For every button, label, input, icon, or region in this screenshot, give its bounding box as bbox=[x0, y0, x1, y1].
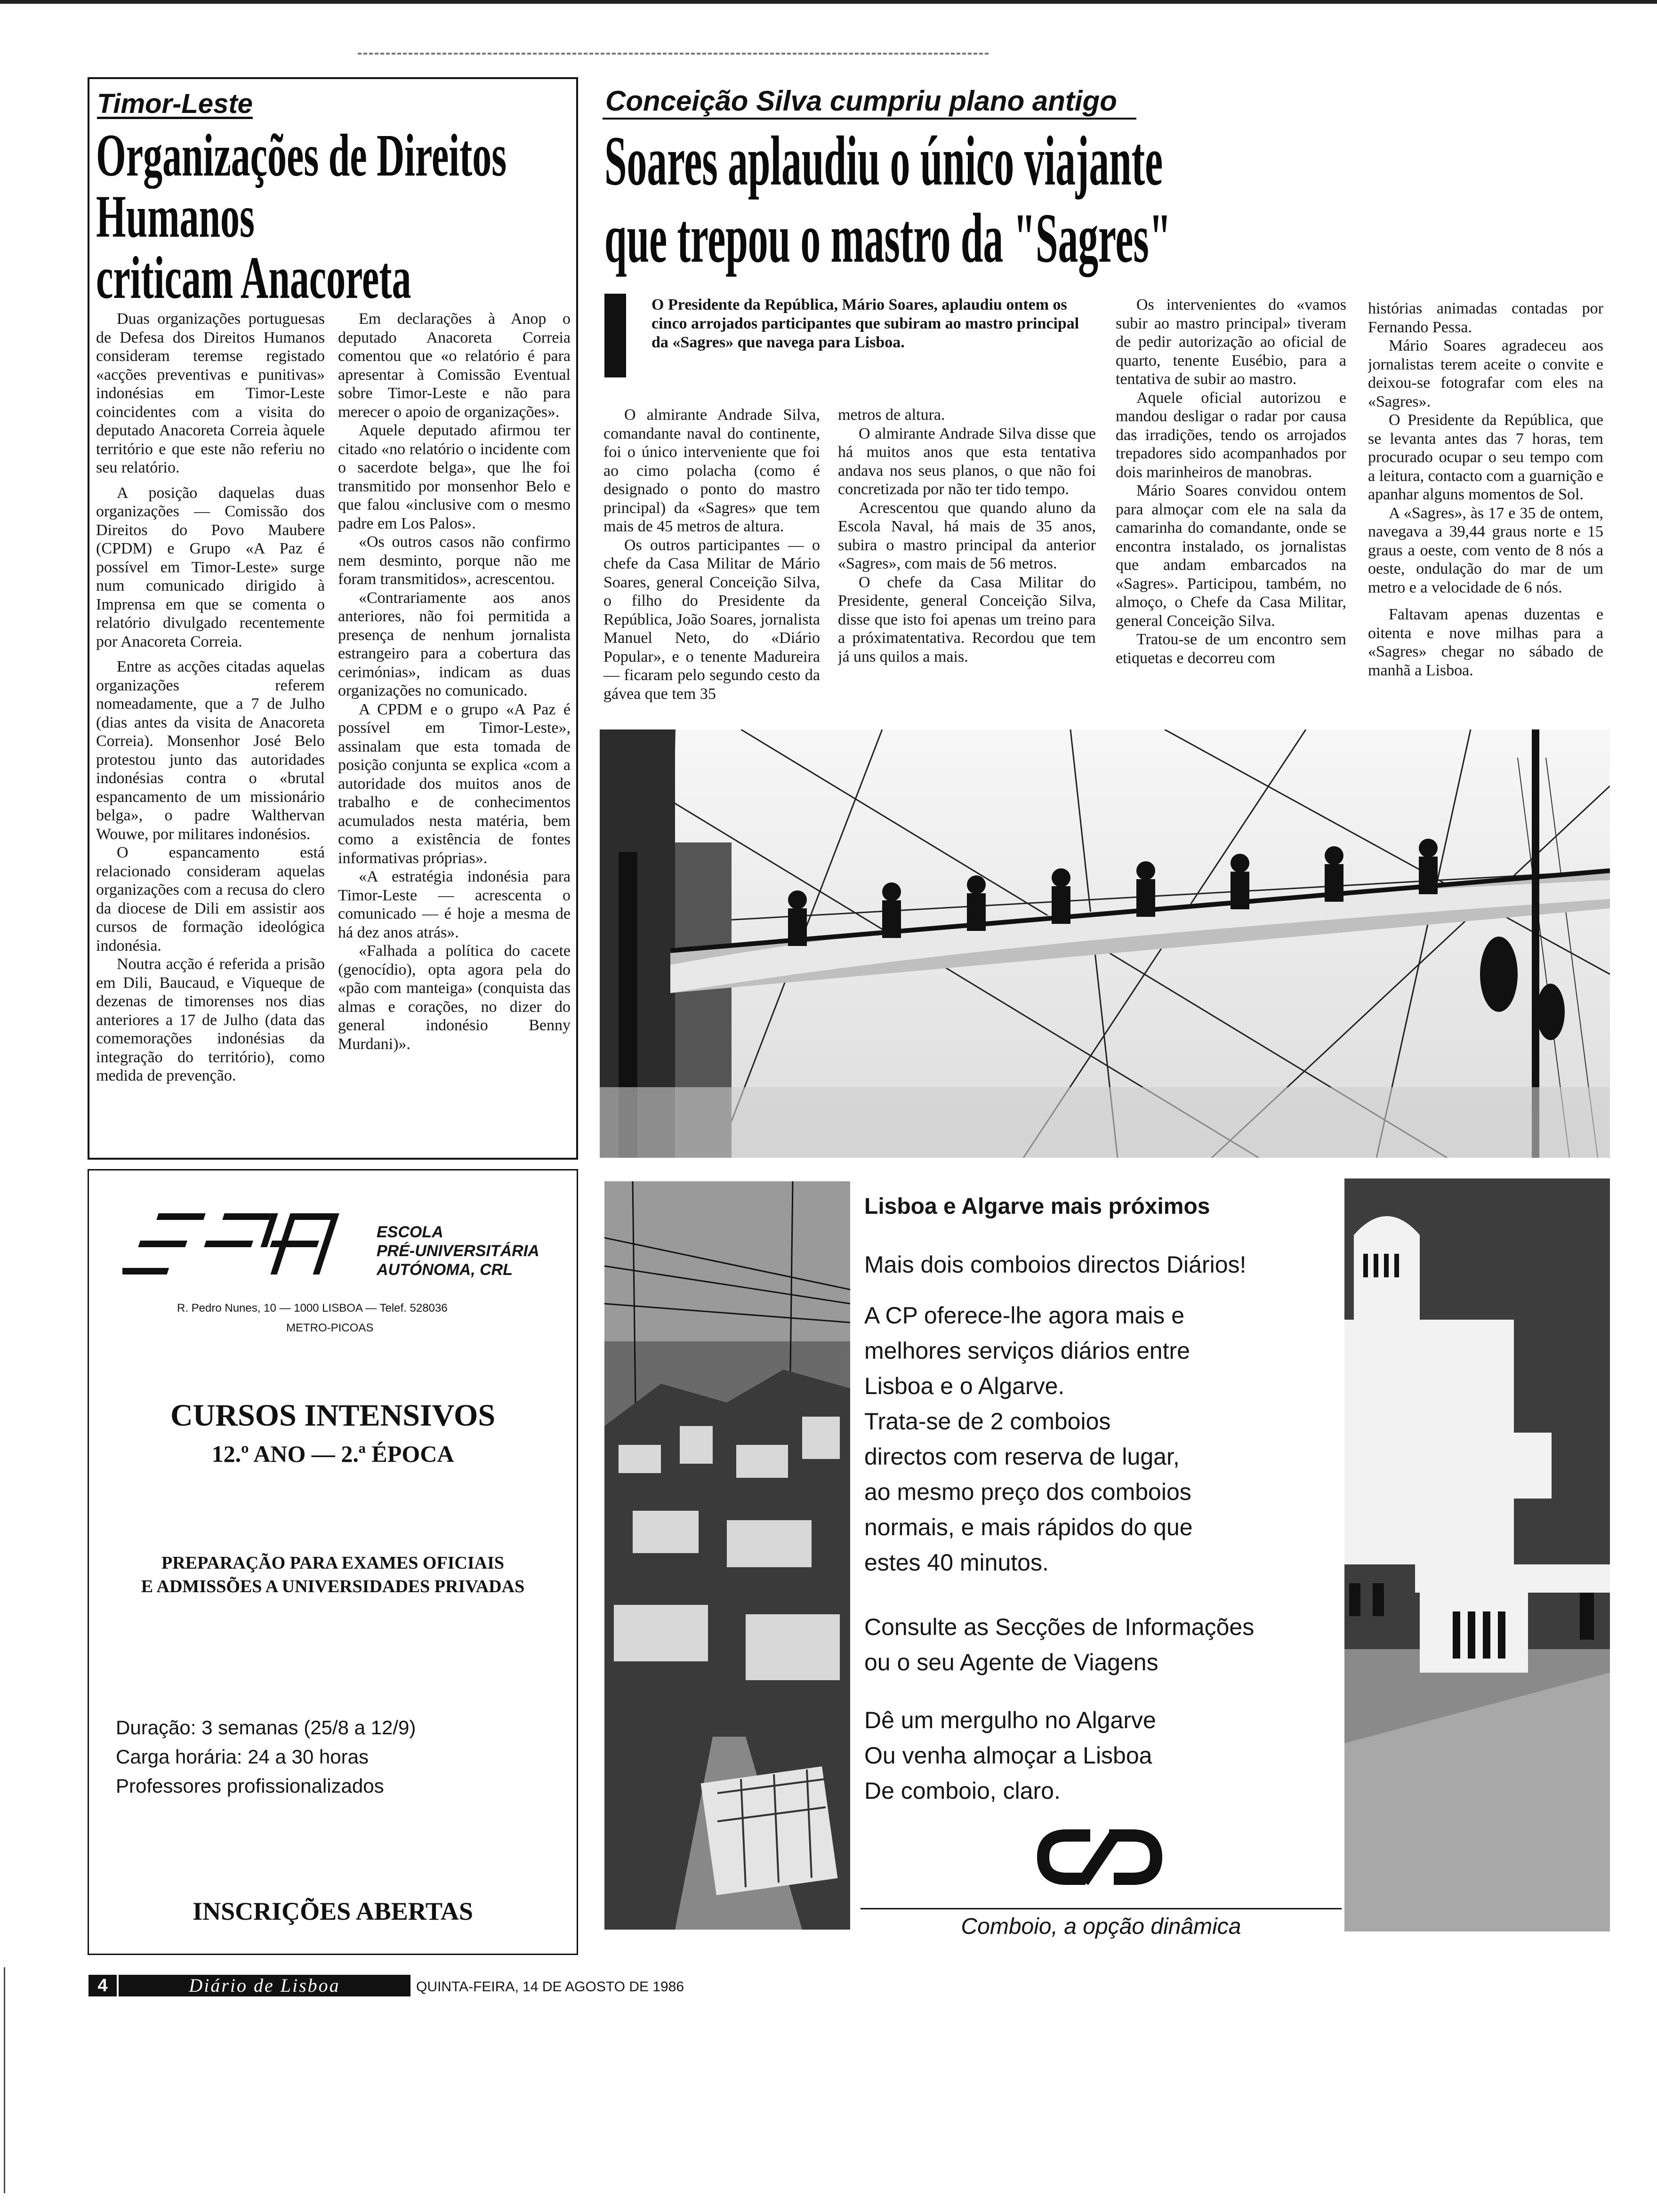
cp-closing-line: Dê um mergulho no Algarve bbox=[864, 1707, 1156, 1733]
paragraph: Noutra acção é referida a prisão em Dili, Baucaud, e Viqueque de dezenas de timorenses nos dias anteriores a 17 de Julho (data das comemorações indonésias da integração do território), como medida de prevenção. bbox=[96, 955, 325, 1084]
right-article-column-3 bbox=[1116, 296, 1346, 726]
paragraph: histórias animadas contadas por Fernando Pessa. bbox=[1368, 300, 1603, 336]
paragraph: A CPDM e o grupo «A Paz é possível em Timor-Leste», assinalam que esta tomada de posição conjunta se explica «com a autoridade dos muitos anos de trabalho e de conhecimentos acumulados nesta matéria, bem como a existência de fontes informativas próprias». bbox=[338, 700, 571, 867]
right-headline-line-2: que trepou o mastro da "Sagres" bbox=[604, 199, 1172, 277]
sagres-mast-illustration bbox=[600, 729, 1610, 1158]
footer-date: QUINTA-FEIRA, 14 DE AGOSTO DE 1986 bbox=[416, 1979, 684, 1995]
cp-body-line: directos com reserva de lugar, bbox=[864, 1443, 1180, 1470]
cp-consult-line: ou o seu Agente de Viagens bbox=[864, 1649, 1158, 1675]
left-article-column-2 bbox=[338, 310, 571, 1152]
paragraph: «Falhada a política do cacete (genocídio), opta agora pela do «pão com manteiga» (conquista das almas e corações, no dizer do general indonésio Benny Murdani)». bbox=[338, 942, 571, 1053]
right-lead: O Presidente da República, Mário Soares, aplaudiu ontem os cinco arrojados participantes que subiram ao mastro principal da «Sagres» que navega para Lisboa. bbox=[652, 296, 1079, 351]
lisbon-funicular-photo bbox=[604, 1181, 850, 1930]
cp-slogan-rule bbox=[861, 1908, 1342, 1909]
left-kicker: Timor-Leste bbox=[97, 88, 253, 119]
epua-prep-line-2: E ADMISSÕES A UNIVERSIDADES PRIVADAS bbox=[141, 1577, 525, 1596]
paragraph: A posição daquelas duas organizações — Comissão dos Direitos do Povo Maubere (CPDM) e Grupo «A Paz é possível em Timor-Leste» surge num comunicado dirigido à Imprensa em que se comenta o relatório divulgado recentemente por Anacoreta Correia. bbox=[96, 484, 325, 650]
paragraph: A «Sagres», às 17 e 35 de ontem, navegava a 39,44 graus norte e 15 graus a oeste, com vento de 8 nós a oeste, ondulação do mar de um metro e a velocidade de 6 nós. bbox=[1368, 504, 1603, 596]
paragraph: Aquele deputado afirmou ter citado «no relatório o incidente com o sacerdote belga», que lhe foi transmitido por monsenhor Belo e que falou «inclusive com o mesmo padre em Los Palos». bbox=[338, 422, 571, 532]
epua-prep bbox=[88, 1551, 578, 1598]
cp-ad-body bbox=[864, 1298, 1193, 1580]
paragraph: «A estratégia indonésia para Timor-Leste — acrescenta o comunicado — é hoje a mesma de há dez anos atrás». bbox=[338, 868, 571, 941]
cp-body-line: estes 40 minutos. bbox=[864, 1549, 1049, 1576]
paragraph: Os intervenientes do «vamos subir ao mastro principal» tiveram de pedir autorização ao oficial de quarto, tenente Eusébio, para a tentativa de subir ao mastro. bbox=[1116, 296, 1346, 388]
right-article-column-4 bbox=[1368, 299, 1603, 726]
cp-body-line: normais, e mais rápidos do que bbox=[864, 1514, 1193, 1540]
paragraph: Faltavam apenas duzentas e oitenta e nove milhas para a «Sagres» chegar no sábado de manhã a Lisboa. bbox=[1368, 606, 1603, 679]
epua-metro: METRO-PICOAS bbox=[286, 1322, 374, 1334]
left-article-column-1 bbox=[96, 310, 325, 1152]
paragraph: Duas organizações portuguesas de Defesa dos Direitos Humanos consideram teremse registado «acções preventivas e punitivas» indonésias em Timor-Leste coincidentes com a visita do deputado Anacoreta Correia àquele território e que este não referiu no seu relatório. bbox=[96, 310, 325, 476]
epua-prep-line-1: PREPARAÇÃO PARA EXAMES OFICIAIS bbox=[161, 1553, 504, 1573]
paragraph: O chefe da Casa Militar do Presidente, general Conceição Silva, disse que isto foi apenas um treino para a próximatentativa. Recordou que tem já uns quilos a mais. bbox=[838, 573, 1096, 665]
right-headline-line-1: Soares aplaudiu o único viajante bbox=[604, 122, 1163, 200]
cp-slogan: Comboio, a opção dinâmica bbox=[961, 1914, 1241, 1939]
epua-name-line-1: ESCOLA bbox=[377, 1223, 443, 1241]
paragraph: Mário Soares agradeceu aos jornalistas terem aceite o convite e deixou-se fotografar com eles na «Sagres». bbox=[1368, 337, 1603, 410]
cp-closing-line: De comboio, claro. bbox=[864, 1778, 1061, 1804]
paragraph: Mário Soares convidou ontem para almoçar com ele na sala da camarinha do comandante, onde se encontra instalado, os jornalistas que andam embarcados na «Sagres». Participou, também, no almoço, o Chefe da Casa Militar, general Conceição Silva. bbox=[1116, 482, 1346, 630]
paragraph: Tratou-se de um encontro sem etiquetas e decorreu com bbox=[1116, 631, 1346, 667]
paragraph: O espancamento está relacionado consideram aquelas organizações com a recusa do clero da diocese de Dili em assistir aos cursos de formação ideológica indonésia. bbox=[96, 844, 325, 954]
cp-body-line: A CP oferece-lhe agora mais e bbox=[864, 1302, 1185, 1329]
footer-masthead: Diário de Lisboa bbox=[119, 1975, 410, 1996]
paragraph: O Presidente da República, que se levanta antes das 7 horas, tem procurado ocupar o seu tempo com a leitura, contacto com a guarnição e apanhar alguns momentos de Sol. bbox=[1368, 411, 1603, 503]
cp-consult-line: Consulte as Secções de Informações bbox=[864, 1614, 1255, 1640]
epua-logo bbox=[122, 1209, 372, 1279]
sagres-mast-photo bbox=[600, 729, 1610, 1158]
paragraph: «Os outros casos não confirmo nem desminto, porque não me foram transmitidos», acrescentou. bbox=[338, 533, 571, 588]
cp-logo-icon bbox=[1034, 1829, 1166, 1885]
paragraph: Aquele oficial autorizou e mandou desligar o radar por causa das irradições, tendo os arrojados trepadores sido acompanhados por dois marinheiros de manobras. bbox=[1116, 389, 1346, 481]
cp-ad-consult bbox=[864, 1610, 1254, 1680]
cp-body-line: ao mesmo preço dos comboios bbox=[864, 1479, 1191, 1505]
left-headline-line-2: Humanos bbox=[96, 183, 255, 250]
left-headline-line-1: Organizações de Direitos bbox=[96, 122, 507, 189]
epua-logo-icon bbox=[122, 1209, 372, 1279]
dashed-rule bbox=[358, 53, 989, 55]
lisbon-funicular-illustration bbox=[604, 1181, 850, 1930]
cp-closing-line: Ou venha almoçar a Lisboa bbox=[864, 1742, 1152, 1769]
paragraph: metros de altura. bbox=[838, 406, 945, 424]
cp-body-line: Trata-se de 2 comboios bbox=[864, 1408, 1111, 1435]
algarve-building-photo bbox=[1344, 1178, 1610, 1931]
epua-name bbox=[377, 1223, 539, 1279]
epua-hours: Carga horária: 24 a 30 horas bbox=[116, 1746, 369, 1768]
right-article-column-1 bbox=[603, 406, 820, 726]
footer-page-number: 4 bbox=[88, 1975, 117, 1996]
cp-ad-closing bbox=[864, 1703, 1156, 1809]
epua-course-subtitle: 12.º ANO — 2.ª ÉPOCA bbox=[211, 1441, 454, 1467]
left-margin-rule bbox=[4, 1967, 5, 2193]
paragraph: Acrescentou que quando aluno da Escola Naval, há mais de 35 anos, subira o mastro principal da anterior «Sagres», com mais de 56 metros. bbox=[838, 499, 1096, 572]
paragraph: O almirante Andrade Silva disse que há muitos anos que esta tentativa andava nos seus planos, o que não foi concretizada por não ter tido tempo. bbox=[838, 425, 1096, 498]
paragraph: Entre as acções citadas aquelas organizações referem nomeadamente, que a 7 de Julho (dias antes da visita de Anacoreta Correia). Monsenhor José Belo protestou junto das autoridades indonésias contra o «brutal espancamento de um missionário belga», o padre Walthervan Wouwe, por militares indonésios. bbox=[96, 658, 325, 843]
right-kicker: Conceição Silva cumpriu plano antigo bbox=[605, 85, 1117, 117]
cp-ad-title: Lisboa e Algarve mais próximos bbox=[864, 1194, 1210, 1219]
epua-teachers: Professores profissionalizados bbox=[116, 1775, 384, 1797]
paragraph: O almirante Andrade Silva, comandante naval do continente, foi o único interveniente que foi ao cimo polacha (como é designado o ponto do mastro principal) da «Sagres» que tem mais de 45 metros de altura. bbox=[603, 406, 820, 535]
drop-cap: I bbox=[604, 294, 626, 377]
epua-footer: INSCRIÇÕES ABERTAS bbox=[193, 1897, 473, 1925]
paragraph: Em declarações à Anop o deputado Anacoreta Correia comentou que «o relatório é para apresentar à Comissão Eventual sobre Timor-Leste e não para merecer o apoio de organizações». bbox=[338, 310, 571, 421]
epua-address: R. Pedro Nunes, 10 — 1000 LISBOA — Telef. 528036 bbox=[177, 1302, 448, 1314]
cp-body-line: Lisboa e o Algarve. bbox=[864, 1373, 1065, 1399]
left-headline-line-3: criticam Anacoreta bbox=[96, 244, 411, 311]
paragraph: Os outros participantes — o chefe da Casa Militar de Mário Soares, general Conceição Silva, o filho do Presidente da República, João Soares, jornalista Manuel Neto, do «Diário Popular», e o tenente Madureira — ficaram pelo segundo cesto da gávea que tem 35 bbox=[603, 536, 820, 703]
epua-name-line-3: AUTÓNOMA, CRL bbox=[377, 1261, 513, 1279]
cp-ad-line1: Mais dois comboios directos Diários! bbox=[864, 1251, 1247, 1278]
epua-details bbox=[116, 1713, 416, 1801]
right-kicker-underline bbox=[603, 118, 1136, 120]
cp-logo bbox=[1034, 1829, 1166, 1885]
epua-name-line-2: PRÉ-UNIVERSITÁRIA bbox=[377, 1242, 539, 1260]
paragraph: «Contrariamente aos anos anteriores, não foi permitida a presença de nenhum jornalista estrangeiro para a cobertura das cerimónias», indicam as duas organizações no comunicado. bbox=[338, 589, 571, 699]
epua-duration: Duração: 3 semanas (25/8 a 12/9) bbox=[116, 1716, 416, 1739]
cp-body-line: melhores serviços diários entre bbox=[864, 1338, 1190, 1364]
epua-course-title: CURSOS INTENSIVOS bbox=[170, 1398, 496, 1433]
top-edge-rule bbox=[0, 0, 1657, 4]
right-article-column-2 bbox=[838, 406, 1096, 726]
algarve-building-illustration bbox=[1344, 1178, 1610, 1931]
